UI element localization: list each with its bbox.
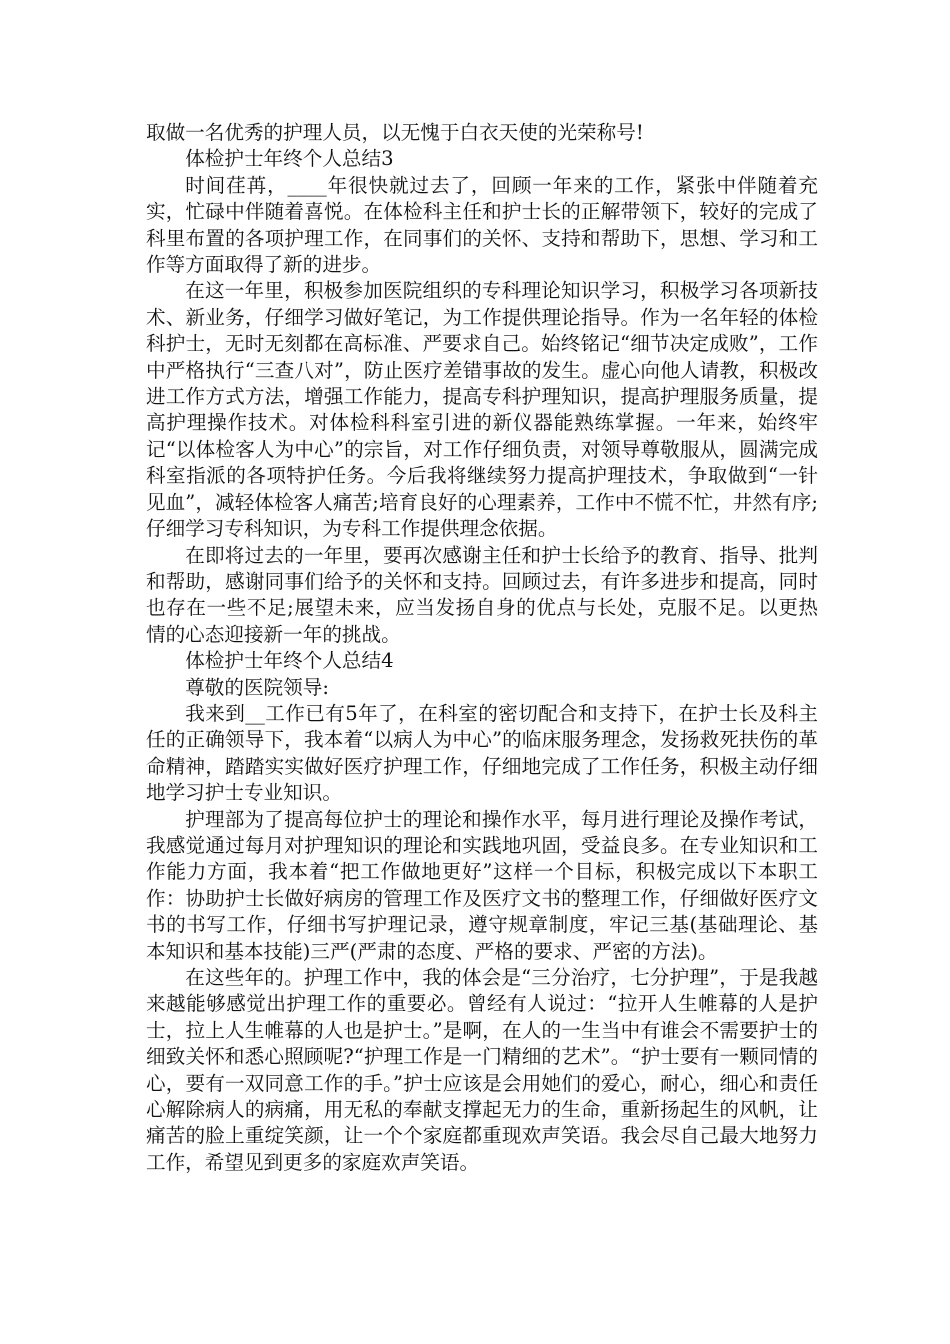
paragraph: 在这一年里，积极参加医院组织的专科理论知识学习，积极学习各项新技术、新业务，仔细学习做好笔记，为工作提供理论指导。作为一名年轻的体检科护士，无时无刻都在高标准、严要求自己。始终铭记“细节决定成败”，工作中严格执行“三查八对”，防止医疗差错事故的发生。虚心向他人请教，积极改进工作方式方法，增强工作能力，提高专科护理知识，提高护理服务质量，提高护理操作技术。对体检科科室引进的新仪器能熟练掌握。一年来，始终牢记“以体检客人为中心”的宗旨，对工作仔细负责，对领导尊敬服从，圆满完成科室指派的各项特护任务。今后我将继续努力提高护理技术，争取做到“一针见血”，减轻体检客人痛苦;培育良好的心理素养，工作中不慌不忙，井然有序;仔细学习专科知识，为专科工作提供理念依据。	[146, 279, 818, 541]
salutation: 尊敬的医院领导:	[185, 675, 329, 699]
paragraph: 在即将过去的一年里，要再次感谢主任和护士长给予的教育、指导、批判和帮助，感谢同事们给予的关怀和支持。回顾过去，有许多进步和提高，同时也存在一些不足;展望未来，应当发扬自身的优点与长处，克服不足。以更热情的心态迎接新一年的挑战。	[146, 543, 818, 646]
paragraph: 护理部为了提高每位护士的理论和操作水平，每月进行理论及操作考试，我感觉通过每月对护理知识的理论和实践地巩固，受益良多。在专业知识和工作能力方面，我本着“把工作做地更好”这样一个目标，积极完成以下本职工作：协助护士长做好病房的管理工作及医疗文书的整理工作，仔细做好医疗文书的书写工作，仔细书写护理记录，遵守规章制度，牢记三基(基础理论、基本知识和基本技能)三严(严肃的态度、严格的要求、严密的方法)。	[146, 807, 818, 963]
paragraph: 我来到__工作已有5年了，在科室的密切配合和支持下，在护士长及科主任的正确领导下，我本着“以病人为中心”的临床服务理念，发扬救死扶伤的革命精神，踏踏实实做好医疗护理工作，仔细地完成了工作任务，积极主动仔细地学习护士专业知识。	[146, 701, 818, 805]
paragraph: 时间荏苒，____年很快就过去了，回顾一年来的工作，紧张中伴随着充实，忙碌中伴随着喜悦。在体检科主任和护士长的正解带领下，较好的完成了科里布置的各项护理工作，在同事们的关怀、支持和帮助下，思想、学习和工作等方面取得了新的进步。	[146, 173, 818, 277]
paragraph-continuation: 取做一名优秀的护理人员，以无愧于白衣天使的光荣称号!	[146, 121, 644, 144]
paragraph: 在这些年的。护理工作中，我的体会是“三分治疗，七分护理”，于是我越来越能够感觉出护理工作的重要必。曾经有人说过：“拉开人生帷幕的人是护士，拉上人生帷幕的人也是护士。”是啊，在人的一生当中有谁会不需要护士的细致关怀和悉心照顾呢?“护理工作是一门精细的艺术”。“护士要有一颗同情的心，要有一双同意工作的手。”护士应该是会用她们的爱心，耐心，细心和责任心解除病人的病痛，用无私的奉献支撑起无力的生命，重新扬起生的风帆，让痛苦的脸上重绽笑颜，让一个个家庭都重现欢声笑语。我会尽自己最大地努力工作，希望见到更多的家庭欢声笑语。	[146, 966, 818, 1174]
document-page	[146, 120, 818, 1176]
section-heading-summary-4: 体检护士年终个人总结4	[185, 649, 394, 673]
section-heading-summary-3: 体检护士年终个人总结3	[185, 147, 394, 171]
